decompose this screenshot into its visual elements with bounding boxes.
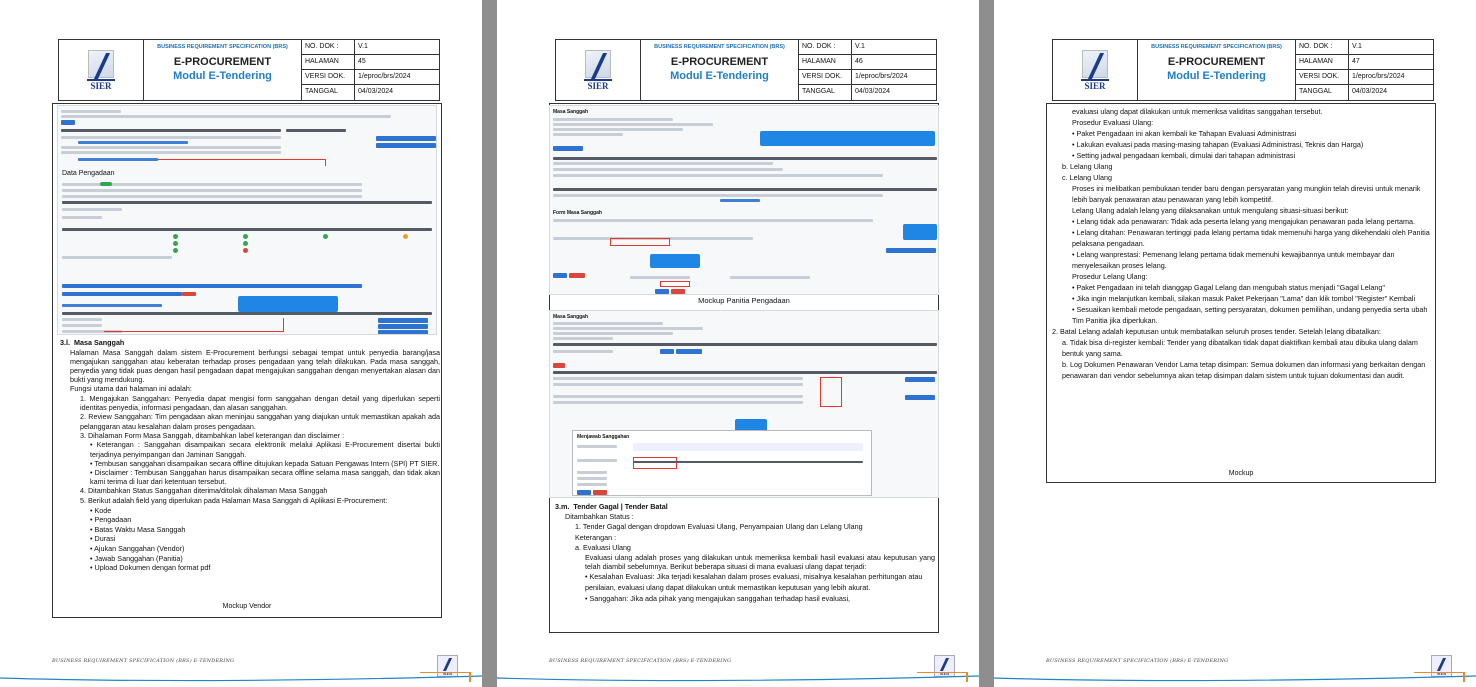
footer-wave-icon <box>0 672 482 687</box>
footer-text: BUSINESS REQUIREMENT SPECIFICATION (BRS) E-TENDERING <box>549 658 732 664</box>
callout-info <box>760 131 935 146</box>
footer-text: BUSINESS REQUIREMENT SPECIFICATION (BRS) E-TENDERING <box>52 658 235 664</box>
mockup-caption: Mockup Panitia Pengadaan <box>698 296 790 305</box>
footer-logo-icon: SIER <box>934 655 955 677</box>
section-tender-gagal: 3.m. Tender Gagal | Tender Batal Ditambahkan Status : 1. Tender Gagal dengan dropdown Evaluasi Ulang, Penyampaian Ulang dan Lelang Ulang Keterangan : a. Evaluasi Ulang Evaluasi ulang adalah proses yang dilakukan untuk memeriksa kembali hasil evaluasi atau keputusan yang telah diambil sebelumnya. Berikut beberapa situasi di mana evaluasi ulang dapat terjadi: • Kesalahan Evaluasi: Jika terjadi kesalahan dalam proses evaluasi, misalnya kesalahan perhitungan atau penilaian, evaluasi ulang dapat dilakukan untuk memastikan keputusan yang lebih akurat. • Sanggahan: Jika ada pihak yang mengajukan sanggahan terhadap hasil evaluasi, <box>555 502 935 604</box>
page-46 <box>497 0 979 687</box>
sier-logo: SIER <box>556 40 641 100</box>
modal-menjawab-sanggahan <box>572 430 872 496</box>
callout-info <box>238 296 338 312</box>
header-title <box>144 40 302 100</box>
module-title: Modul E-Tendering <box>173 70 272 82</box>
section-title: Masa Sanggah <box>74 338 125 347</box>
header-meta: NO. DOK : V.1 HALAMAN 45 VERSI DOK. 1/eproc/brs/2024 TANGGAL 04/03/2024 <box>302 40 439 100</box>
no-dok-value: V.1 <box>355 40 439 55</box>
callout-info <box>903 224 937 240</box>
callout-info <box>650 254 700 268</box>
footer-wave-icon <box>497 672 979 687</box>
footer-logo-icon: SIER <box>1431 655 1452 677</box>
mockup-panitia-screenshot: Masa Sanggah Form Masa Sanggah <box>549 105 939 295</box>
section-title: Tender Gagal | Tender Batal <box>573 502 668 511</box>
sier-logo-icon <box>585 50 611 78</box>
page-47 <box>994 0 1476 687</box>
page-45 <box>0 0 482 687</box>
versi-value: 1/eproc/brs/2024 <box>355 70 439 85</box>
tanggal-value: 04/03/2024 <box>358 88 394 95</box>
mockup-caption: Mockup <box>1228 470 1254 477</box>
mockup-caption: Mockup Vendor <box>222 603 272 610</box>
footer-wave-icon <box>994 672 1476 687</box>
page-header <box>555 39 937 101</box>
modal-title: Menjawab Sanggahan <box>577 434 630 440</box>
sier-logo-icon <box>1082 50 1108 78</box>
product-title: E-PROCUREMENT <box>173 56 272 68</box>
halaman-value: 47 <box>1349 55 1433 70</box>
mockup-jawab-sanggahan-screenshot: Masa Sanggah Menjawab Sanggahan <box>549 310 939 498</box>
sier-logo: SIER <box>59 40 144 100</box>
page-header <box>1052 39 1434 101</box>
header-title: BUSINESS REQUIREMENT SPECIFICATION (BRS) E-PROCUREMENT Modul E-Tendering <box>641 40 799 100</box>
header-meta: NO. DOK : V.1 HALAMAN 47 VERSI DOK. 1/eproc/brs/2024 TANGGAL 04/03/2024 <box>1296 40 1433 100</box>
sier-logo: SIER <box>1053 40 1138 100</box>
header-title: BUSINESS REQUIREMENT SPECIFICATION (BRS) E-PROCUREMENT Modul E-Tendering <box>1138 40 1296 100</box>
screen-title: Data Pengadaan <box>62 170 115 177</box>
sier-logo-icon <box>88 50 114 78</box>
form-title: Form Masa Sanggah <box>553 210 602 216</box>
mockup-vendor-screenshot <box>57 105 437 335</box>
halaman-value: 45 <box>355 55 439 70</box>
section-masa-sanggah: 3.l. Masa Sanggah Halaman Masa Sanggah dalam sistem E-Procurement berfungsi sebagai tempat untuk penyedia barang/jasa mengajukan sanggahan atau keberatan terhadap proses pengadaan yang telah dilakukan. Pada masa sanggah, penyedia yang tidak puas dengan hasil pengadaan dapat mengajukan sanggahan dengan menyertakan alasan dan bukti yang mendukung. Fungsi utama dari halaman ini adalah: 1. Mengajukan Sanggahan: Penyedia dapat mengisi form sanggahan dengan detail yang diperlukan seperti identitas penyedia, informasi pengadaan, dan alasan sanggahan. 2. Review Sanggahan: Tim pengadaan akan meninjau sanggahan yang diajukan untuk memastikan apakah ada pelanggaran atau kesalahan dalam proses pengadaan. 3. Dihalaman Form Masa Sanggah, ditambahkan label keterangan dan disclaimer : • Keterangan : Sanggahan disampaikan secara elektronik melalui Aplikasi E-Procurement disertai bukti terjadinya penyimpangan dan Jaminan Sanggah. • Tembusan sanggahan disampaikan secara offline ditujukan kepada Satuan Pengawas Intern (SPI) PT SIER. • Disclaimer : Tembusan Sanggahan harus disampaikan secara offline selama masa sanggah, dan tidak akan kami terima di luar dari ketentuan tersebut. 4. Ditambahkan Status Sanggahan diterima/ditolak dihalaman Masa Sanggah 5. Berikut adalah field yang diperlukan pada Halaman Masa Sanggah di Aplikasi E-Procurement: • Kode • Pengadaan • Batas Waktu Masa Sanggah • Durasi • Ajukan Sanggahan (Vendor) • Jawab Sanggahan (Panitia) • Upload Dokumen dengan format pdf <box>60 338 440 573</box>
brs-label: BUSINESS REQUIREMENT SPECIFICATION (BRS) <box>157 44 288 50</box>
section-lelang-ulang: evaluasi ulang dapat dilakukan untuk memeriksa validitas sanggahan tersebut. Prosedur Evaluasi Ulang: • Paket Pengadaan ini akan kembali ke Tahapan Evaluasi Administrasi • Lakukan evaluasi pada masing-masing tahapan (Evaluasi Administrasi, Teknis dan Harga) • Setting jadwal pengadaan kembali, dimulai dari tahapan administrasi b. Lelang Ulang c. Lelang Ulang Proses ini melibatkan pembukaan tender baru dengan persyaratan yang mungkin telah direvisi untuk menarik lebih banyak penawaran atau penawaran yang lebih kompetitif. Lelang Ulang adalah lelang yang dilaksanakan untuk mengulang situasi-situasi berikut: • Lelang tidak ada penawaran: Tidak ada peserta lelang yang mengajukan penawaran pada lelang pertama. • Lelang ditahan: Penawaran tertinggi pada lelang pertama tidak memenuhi harga yang dikehendaki oleh Panitia pelaksana pengadaan. • Lelang wanprestasi: Pemenang lelang pertama tidak memenuhi kewajibannya untuk membayar dan menyelesaikan proses lelang. Prosedur Lelang Ulang: • Paket Pengadaan ini telah dianggap Gagal Lelang dan mengubah status menjadi "Gagal Lelang" • Jika ingin melanjutkan kembali, silakan masuk Paket Pekerjaan "Lama" dan klik tombol "Register" Kembali • Sesuaikan kembali metode pengadaan, setting persyaratan, dokumen pemilihan, undang penyedia serta ubah Tim Panitia jika diperlukan. 2. Batal Lelang adalah keputusan untuk membatalkan seluruh proses tender. Setelah lelang dibatalkan: a. Tidak bisa di-register kembali: Tender yang dibatalkan tidak dapat diaktifkan kembali atau dibuka ulang dalam bentuk yang sama. b. Log Dokumen Penawaran Vendor Lama tetap disimpan: Semua dokumen dan informasi yang berkaitan dengan penawaran dari vendor sebelumnya akan tetap disimpan dalam sistem untuk tujuan dokumentasi dan audit. <box>1052 107 1430 380</box>
header-meta: NO. DOK : V.1 HALAMAN 46 VERSI DOK. 1/eproc/brs/2024 TANGGAL 04/03/2024 <box>799 40 936 100</box>
page-header <box>58 39 440 101</box>
halaman-value: 46 <box>852 55 936 70</box>
footer-logo-icon: SIER <box>437 655 458 677</box>
footer-text: BUSINESS REQUIREMENT SPECIFICATION (BRS) E-TENDERING <box>1046 658 1229 664</box>
